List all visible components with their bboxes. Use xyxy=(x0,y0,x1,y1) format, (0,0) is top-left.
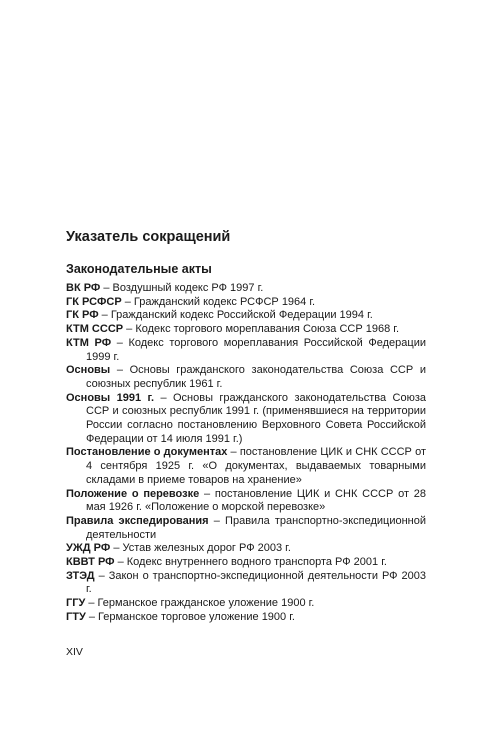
abbreviation-entry xyxy=(66,323,426,337)
abbreviation-definition: – Гражданский кодекс РСФСР 1964 г. xyxy=(121,295,316,308)
abbreviation-term: УЖД РФ xyxy=(66,542,111,555)
abbreviation-entry xyxy=(66,364,426,391)
abbreviation-definition: – Кодекс торгового мореплавания Российской Федерации 1999 г. xyxy=(86,336,426,363)
abbreviation-definition: – Воздушный кодекс РФ 1997 г. xyxy=(100,282,264,294)
abbreviation-entry xyxy=(66,296,426,310)
abbreviation-entry xyxy=(66,309,426,323)
page-number: XIV xyxy=(66,646,83,658)
abbreviation-definition: – Германское торговое уложение 1900 г. xyxy=(85,610,295,623)
section-title: Указатель сокращений xyxy=(66,229,231,245)
abbreviation-entry xyxy=(66,488,426,515)
abbreviation-definition: – Кодекс внутреннего водного транспорта РФ 2001 г. xyxy=(114,556,387,569)
abbreviation-term: ГК РФ xyxy=(66,309,99,322)
abbreviation-entry xyxy=(66,392,426,447)
abbreviation-definition: – Устав железных дорог РФ 2003 г. xyxy=(110,542,291,555)
abbreviation-entry xyxy=(66,542,426,556)
abbreviation-definition: – Германское гражданское уложение 1900 г. xyxy=(85,597,315,610)
abbreviation-list xyxy=(66,282,426,625)
abbreviation-term: Основы 1991 г. xyxy=(66,391,155,404)
abbreviation-definition: – Кодекс торгового мореплавания Союза ССР 1968 г. xyxy=(123,323,400,336)
abbreviation-entry xyxy=(66,570,426,597)
abbreviation-term: ГГУ xyxy=(66,597,86,610)
abbreviation-term: Основы xyxy=(66,364,111,377)
abbreviation-entry xyxy=(66,282,426,296)
abbreviation-entry xyxy=(66,446,426,487)
abbreviation-term: ЗТЭД xyxy=(66,569,95,582)
abbreviation-term: Положение о перевозке xyxy=(66,487,200,500)
abbreviation-entry xyxy=(66,515,426,542)
abbreviation-definition: – Гражданский кодекс Российской Федерации 1994 г. xyxy=(98,309,373,322)
abbreviation-term: Постановление о документах xyxy=(66,446,228,459)
abbreviation-entry xyxy=(66,611,426,625)
abbreviation-definition: – постановление ЦИК и СНК СССР от 4 сентября 1925 г. «О документах, выдаваемых товарными складами в приеме товаров на хранение» xyxy=(86,446,426,486)
abbreviation-term: КТМ РФ xyxy=(66,336,112,349)
abbreviation-term: ВК РФ xyxy=(66,282,101,294)
abbreviation-term: Правила экспедирования xyxy=(66,514,209,527)
abbreviation-term: КТМ СССР xyxy=(66,323,124,336)
abbreviation-entry xyxy=(66,337,426,364)
abbreviation-definition: – Правила транспортно-экспедиционной деятельности xyxy=(86,514,426,541)
abbreviation-definition: – Закон о транспортно-экспедиционной деятельности РФ 2003 г. xyxy=(86,569,426,596)
abbreviation-definition: – Основы гражданского законодательства Союза ССР и союзных республик 1991 г. (применявшиеся на территории России согласно постановлению Верховного Совета Российской Федерации от 14 июля 1991 г.) xyxy=(86,391,426,445)
abbreviation-term: ГК РСФСР xyxy=(66,295,122,308)
abbreviation-definition: – Основы гражданского законодательства Союза ССР и союзных республик 1961 г. xyxy=(86,364,426,390)
abbreviation-term: ГТУ xyxy=(66,610,86,623)
subsection-title: Законодательные акты xyxy=(66,262,212,276)
abbreviation-entry xyxy=(66,597,426,611)
abbreviation-term: КВВТ РФ xyxy=(66,556,115,569)
abbreviation-entry xyxy=(66,556,426,570)
abbreviation-definition: – постановление ЦИК и СНК СССР от 28 мая 1926 г. «Положение о морской перевозке» xyxy=(86,487,426,514)
